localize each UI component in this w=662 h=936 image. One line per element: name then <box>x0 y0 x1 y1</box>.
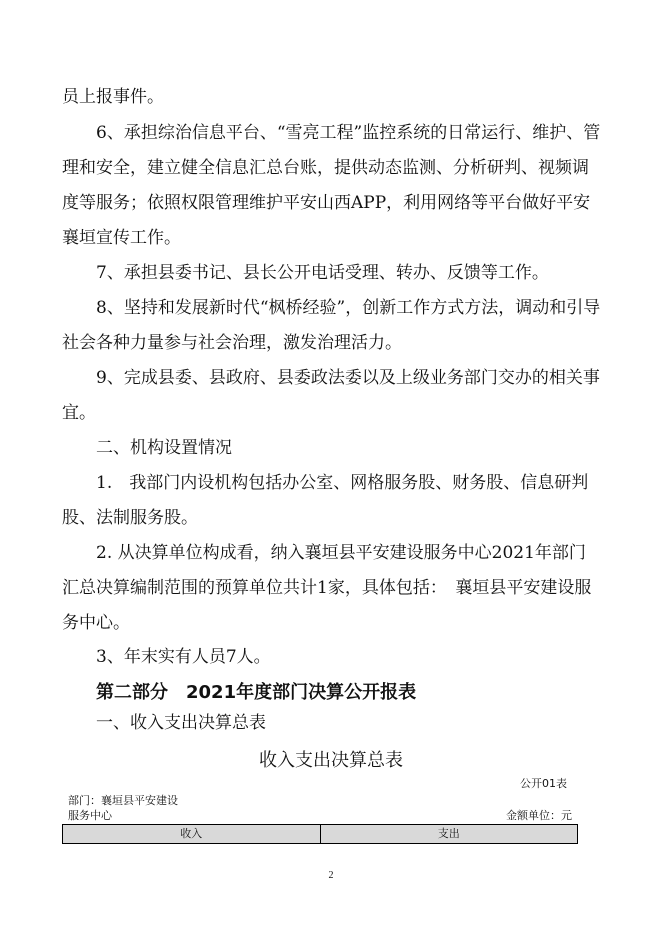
paragraph-org-3: 3、年末实有人员7人。 <box>96 647 271 667</box>
column-header-income: 收入 <box>180 827 203 840</box>
summary-table-header <box>62 824 578 844</box>
form-number: 公开01表 <box>520 777 567 790</box>
paragraph-item-6: 6、承担综治信息平台、“雪亮工程”监控系统的日常运行、维护、管理和安全，建立健全信息汇总台账，提供动态监测、分析研判、视频调度等服务；依照权限管理维护平安山西APP，利用网络等平台做好平安襄垣宣传工作。 <box>62 123 601 248</box>
section-heading-org: 二、机构设置情况 <box>96 438 232 458</box>
table-title: 收入支出决算总表 <box>259 750 403 771</box>
column-header-expense: 支出 <box>320 825 578 843</box>
paragraph-item-7: 7、承担县委书记、县长公开电话受理、转办、反馈等工作。 <box>96 263 549 283</box>
amount-unit: 金额单位：元 <box>506 809 572 822</box>
paragraph-org-1: 1. 我部门内设机构包括办公室、网格服务股、财务股、信息研判股、法制服务股。 <box>62 473 589 528</box>
section-heading-summary: 一、收入支出决算总表 <box>96 713 266 733</box>
paragraph-org-2: 2. 从决算单位构成看，纳入襄垣县平安建设服务中心2021年部门汇总决算编制范围的预算单位共计1家，具体包括： 襄垣县平安建设服务中心。 <box>62 543 592 633</box>
paragraph-item-9: 9、完成县委、县政府、县委政法委以及上级业务部门交办的相关事宜。 <box>62 368 600 423</box>
paragraph-item-8: 8、坚持和发展新时代“枫桥经验”，创新工作方式方法，调动和引导社会各种力量参与社会治理，激发治理活力。 <box>62 298 601 353</box>
department-label-line1: 部门：襄垣县平安建设 <box>68 794 178 807</box>
department-label-line2: 服务中心 <box>68 809 112 822</box>
page-number: 2 <box>328 870 334 881</box>
part-heading: 第二部分 2021年度部门决算公开报表 <box>96 682 417 703</box>
paragraph-continuation: 员上报事件。 <box>62 87 164 107</box>
